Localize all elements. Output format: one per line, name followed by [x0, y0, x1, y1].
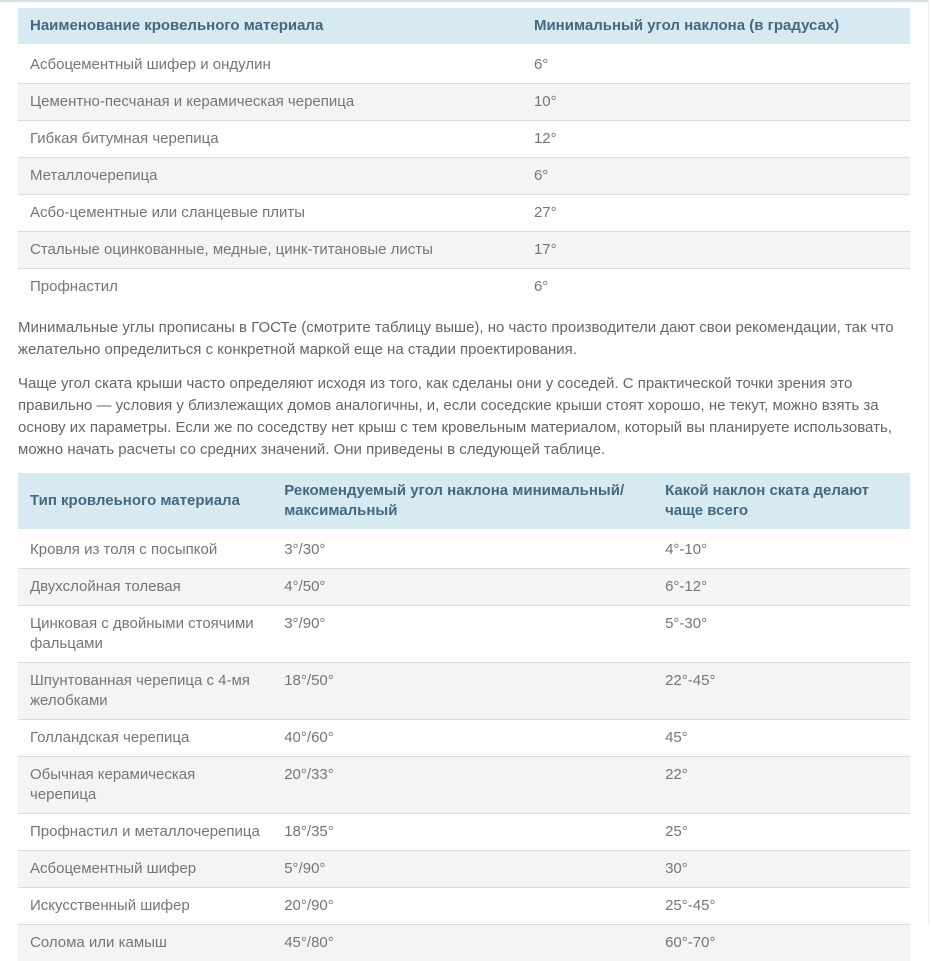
cell-material: Стальные оцинкованные, медные, цинк-титановые листы — [18, 232, 522, 269]
column-header-material: Наименование кровельного материала — [18, 8, 522, 46]
cell-material: Металлочерепица — [18, 158, 522, 195]
cell-common: 5°-30° — [653, 606, 910, 663]
cell-common: 25° — [653, 814, 910, 851]
table-row — [18, 121, 910, 158]
recommended-slope-table — [18, 473, 910, 961]
cell-min_max: 3°/30° — [272, 531, 653, 569]
cell-common: 30° — [653, 851, 910, 888]
paragraph-neighbors-note: Чаще угол ската крыши часто определяют исходя из того, как сделаны они у соседей. С практической точки зрения это правильно — условия у близлежащих домов аналогичны, и, если соседские крыши стоят хорошо, не текут, можно взять за основу их параметры. Если же по соседству нет крыш с тем кровельным материалом, который вы планируете использовать, можно начать расчеты со средних значений. Они приведены в следующей таблице. — [18, 373, 910, 461]
table-row — [18, 663, 910, 720]
column-header-min-max-angle: Рекомендуемый угол наклона минимальный/ максимальный — [272, 473, 653, 531]
column-header-roof-type: Тип кровлеьного материала — [18, 473, 272, 531]
cell-material: Асбоцементный шифер и ондулин — [18, 46, 522, 84]
table-row — [18, 851, 910, 888]
cell-common: 6°-12° — [653, 569, 910, 606]
cell-min_max: 4°/50° — [272, 569, 653, 606]
table-row — [18, 232, 910, 269]
cell-angle: 17° — [522, 232, 910, 269]
min-slope-table — [18, 8, 910, 305]
table-row — [18, 606, 910, 663]
cell-min_max: 40°/60° — [272, 720, 653, 757]
cell-material: Профнастил и металлочерепица — [18, 814, 272, 851]
cell-material: Цементно-песчаная и керамическая черепица — [18, 84, 522, 121]
table-row — [18, 269, 910, 306]
min-slope-table-header — [18, 8, 910, 46]
recommended-slope-table-body — [18, 531, 910, 961]
cell-material: Кровля из толя с посыпкой — [18, 531, 272, 569]
cell-material: Искусственный шифер — [18, 888, 272, 925]
cell-material: Профнастил — [18, 269, 522, 306]
cell-material: Солома или камыш — [18, 925, 272, 961]
cell-min_max: 18°/50° — [272, 663, 653, 720]
cell-material: Обычная керамическая черепица — [18, 757, 272, 814]
cell-angle: 12° — [522, 121, 910, 158]
recommended-slope-table-header — [18, 473, 910, 531]
cell-common: 60°-70° — [653, 925, 910, 961]
min-slope-table-body — [18, 46, 910, 306]
cell-common: 22° — [653, 757, 910, 814]
cell-min_max: 45°/80° — [272, 925, 653, 961]
table-row — [18, 46, 910, 84]
cell-material: Шпунтованная черепица с 4-мя желобками — [18, 663, 272, 720]
cell-angle: 27° — [522, 195, 910, 232]
cell-material: Гибкая битумная черепица — [18, 121, 522, 158]
column-header-min-angle: Минимальный угол наклона (в градусах) — [522, 8, 910, 46]
table-row — [18, 158, 910, 195]
cell-common: 22°-45° — [653, 663, 910, 720]
table-row — [18, 531, 910, 569]
cell-angle: 6° — [522, 158, 910, 195]
table-row — [18, 925, 910, 961]
header-row — [18, 8, 910, 46]
table-row — [18, 888, 910, 925]
cell-min_max: 3°/90° — [272, 606, 653, 663]
cell-material: Двухслойная толевая — [18, 569, 272, 606]
table-row — [18, 720, 910, 757]
table-row — [18, 569, 910, 606]
cell-min_max: 5°/90° — [272, 851, 653, 888]
cell-material: Асбоцементный шифер — [18, 851, 272, 888]
paragraph-gost-note: Минимальные углы прописаны в ГОСТе (смотрите таблицу выше), но часто производители дают свои рекомендации, так что желательно определиться с конкретной маркой еще на стадии проектирования. — [18, 317, 910, 361]
table-row — [18, 814, 910, 851]
cell-common: 45° — [653, 720, 910, 757]
column-header-common-angle: Какой наклон ската делают чаще всего — [653, 473, 910, 531]
table-row — [18, 84, 910, 121]
cell-common: 25°-45° — [653, 888, 910, 925]
content-area — [0, 2, 928, 961]
table-row — [18, 757, 910, 814]
cell-material: Цинковая с двойными стоячими фальцами — [18, 606, 272, 663]
cell-min_max: 20°/90° — [272, 888, 653, 925]
cell-material: Голландская черепица — [18, 720, 272, 757]
cell-common: 4°-10° — [653, 531, 910, 569]
cell-min_max: 18°/35° — [272, 814, 653, 851]
cell-angle: 6° — [522, 46, 910, 84]
table-row — [18, 195, 910, 232]
cell-angle: 10° — [522, 84, 910, 121]
header-row — [18, 473, 910, 531]
cell-min_max: 20°/33° — [272, 757, 653, 814]
cell-angle: 6° — [522, 269, 910, 306]
cell-material: Асбо-цементные или сланцевые плиты — [18, 195, 522, 232]
